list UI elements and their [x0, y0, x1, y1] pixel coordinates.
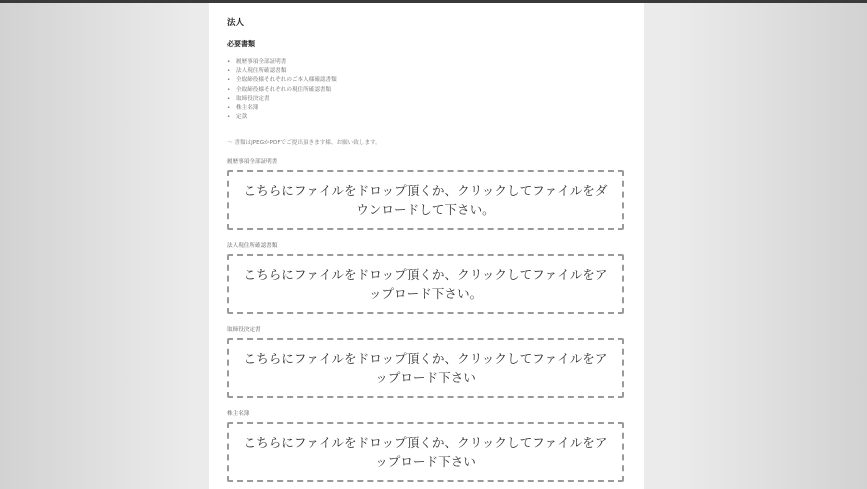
- form-panel: [209, 3, 644, 489]
- section-title: 法人: [227, 18, 245, 28]
- dropzone-text: こちらにファイルをドロップ頂くか、クリックしてファイルをアップロード下さい。: [243, 267, 608, 301]
- required-docs-list: [227, 58, 337, 122]
- list-item: • 全取締役様それぞれのご本人様確認書類: [227, 76, 337, 85]
- list-item: • 法人現住所確認書類: [227, 67, 337, 76]
- dropzone-text: こちらにファイルをドロップ頂くか、クリックしてファイルをアップロード下さい: [243, 351, 608, 385]
- required-docs-heading: 必要書類: [227, 40, 255, 48]
- list-item: • 取締役決定書: [227, 95, 337, 104]
- upload-label-corporate-address: 法人現住所確認書類: [227, 243, 278, 249]
- dropzone-board-resolution[interactable]: [227, 338, 624, 398]
- list-item: • 全取締役様それぞれの現住所確認書類: [227, 86, 337, 95]
- list-item: • 株主名簿: [227, 104, 337, 113]
- upload-label-registry-certificate: 履歴事項全部証明書: [227, 159, 278, 165]
- dropzone-registry-certificate[interactable]: [227, 170, 624, 230]
- upload-label-board-resolution: 取締役決定書: [227, 327, 261, 333]
- dropzone-shareholder-register[interactable]: [227, 422, 624, 482]
- dropzone-text: こちらにファイルをドロップ頂くか、クリックしてファイルをダウンロードして下さい。: [243, 183, 608, 217]
- list-item: • 履歴事項全部証明書: [227, 58, 337, 67]
- dropzone-corporate-address[interactable]: [227, 254, 624, 314]
- list-item: • 定款: [227, 113, 337, 122]
- file-format-note: 〜 書類はJPEGかPDFでご提出頂きます様、お願い致します。: [227, 140, 381, 146]
- dropzone-text: こちらにファイルをドロップ頂くか、クリックしてファイルをアップロード下さい: [243, 435, 608, 469]
- upload-label-shareholder-register: 株主名簿: [227, 411, 250, 417]
